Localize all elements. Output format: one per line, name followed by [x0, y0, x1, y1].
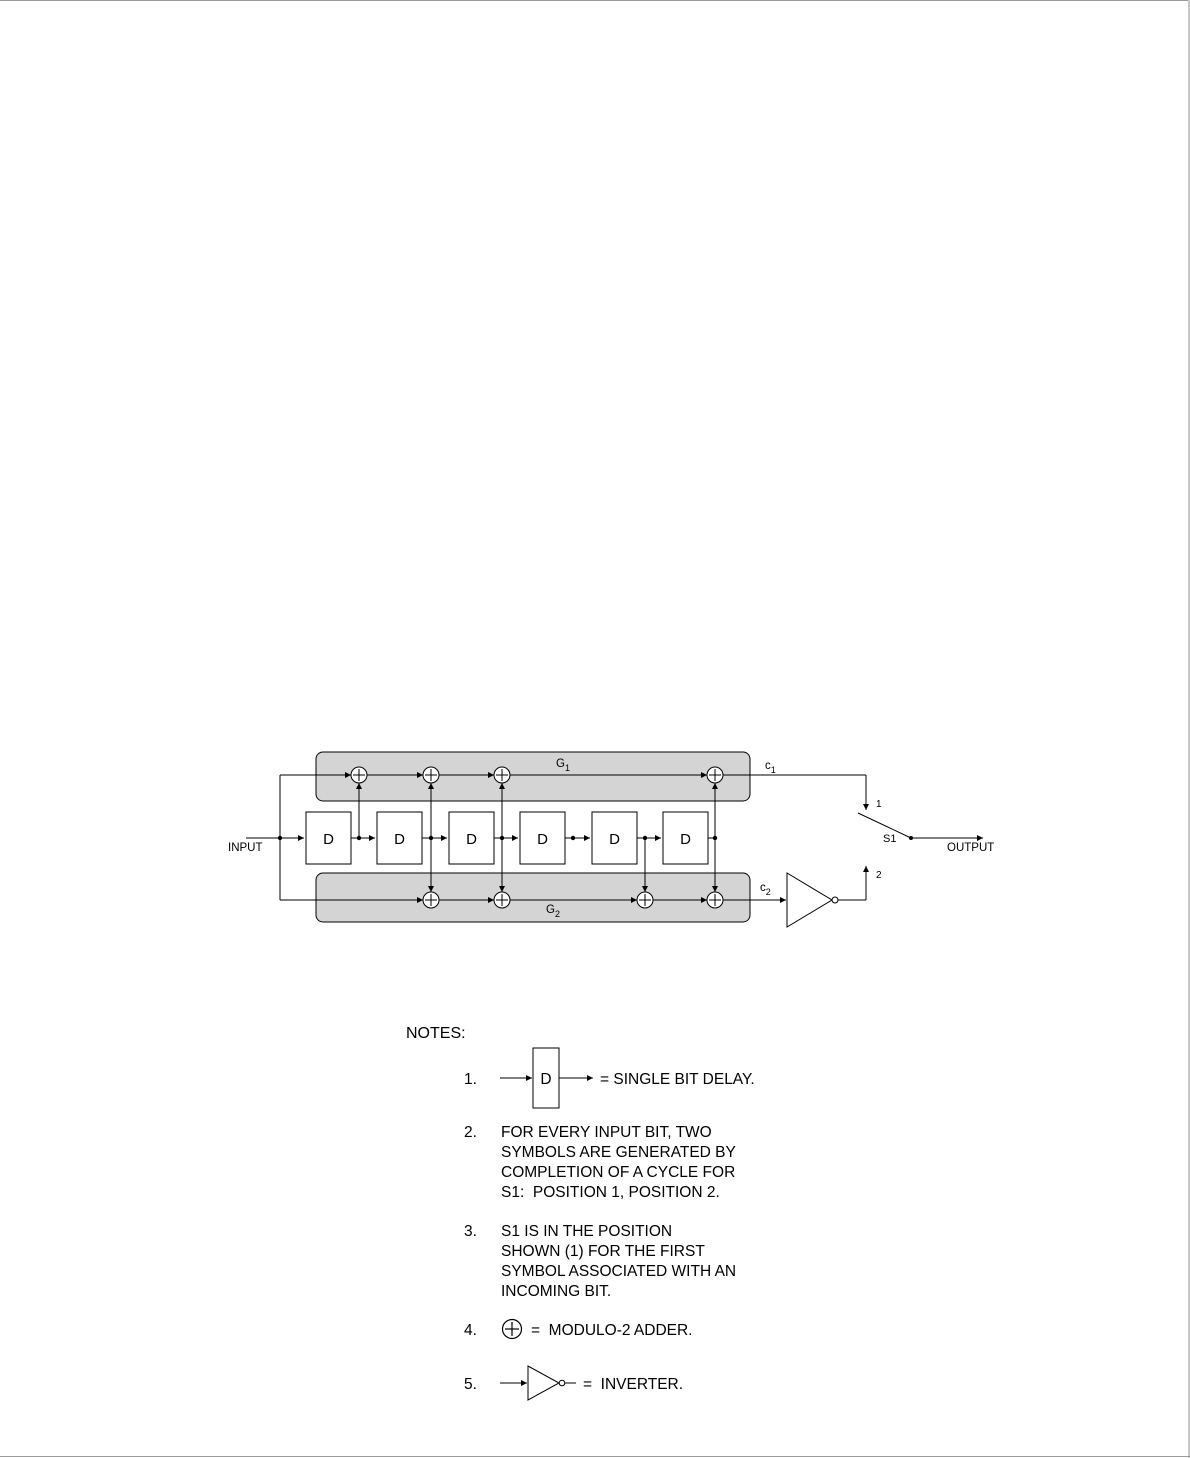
delay-block-label: D — [609, 831, 620, 848]
junction-dot — [713, 836, 717, 840]
g2-adder — [707, 892, 723, 908]
inverter-bubble — [832, 897, 838, 903]
g2-adder — [423, 892, 439, 908]
note-3-line-3: SYMBOL ASSOCIATED WITH AN — [501, 1263, 737, 1280]
switch-s1-pivot — [909, 836, 913, 840]
note-2-line-4: S1: POSITION 1, POSITION 2. — [501, 1184, 720, 1201]
g1-adder — [494, 767, 510, 783]
note-1-number: 1. — [464, 1071, 477, 1088]
output-label: OUTPUT — [947, 842, 995, 854]
junction-dot — [429, 836, 433, 840]
g1-panel — [316, 752, 750, 801]
inverter-symbol — [500, 1366, 576, 1400]
note-4-number: 4. — [464, 1322, 477, 1339]
g1-adder — [351, 767, 367, 783]
delay-block-label: D — [323, 831, 334, 848]
note-2-line-3: COMPLETION OF A CYCLE FOR — [501, 1164, 736, 1181]
c2-label: $c_2$ — [760, 882, 771, 897]
junction-dot — [571, 836, 575, 840]
delay-block-label: D — [394, 831, 405, 848]
junction-dot — [500, 836, 504, 840]
note-2-line-2: SYMBOLS ARE GENERATED BY — [501, 1144, 736, 1161]
switch-position-2-label: 2 — [876, 870, 882, 881]
note-4-text: = MODULO-2 ADDER. — [531, 1322, 693, 1339]
input-label: INPUT — [228, 842, 263, 854]
g1-label: $G_1$ — [556, 758, 570, 773]
note-2-line-1: FOR EVERY INPUT BIT, TWO — [501, 1124, 712, 1141]
g2-adder — [637, 892, 653, 908]
note-1-text: = SINGLE BIT DELAY. — [600, 1071, 755, 1088]
note-5-number: 5. — [464, 1376, 477, 1393]
g2-panel — [316, 873, 750, 922]
switch-s1-label: S1 — [883, 833, 897, 845]
notes-heading: NOTES: — [406, 1025, 466, 1042]
delay-block-label: D — [537, 831, 548, 848]
note-3-line-2: SHOWN (1) FOR THE FIRST — [501, 1243, 705, 1260]
c1-label: $c_1$ — [765, 760, 776, 775]
junction-dot — [643, 836, 647, 840]
g2-adder — [494, 892, 510, 908]
delay-block-label: D — [680, 831, 691, 848]
g2-label: $G_2$ — [546, 904, 560, 919]
adder-symbol — [503, 1320, 522, 1339]
note-2-number: 2. — [464, 1124, 477, 1141]
note-3-line-4: INCOMING BIT. — [501, 1283, 612, 1300]
note-3-line-1: S1 IS IN THE POSITION — [501, 1223, 673, 1240]
g1-adder — [707, 767, 723, 783]
delay-block-label: D — [466, 831, 477, 848]
delay-symbol-label: D — [540, 1071, 552, 1088]
inverter — [787, 873, 832, 927]
note-3-number: 3. — [464, 1223, 477, 1240]
switch-position-1-label: 1 — [876, 799, 882, 810]
junction-dot — [278, 836, 282, 840]
junction-dot — [357, 836, 361, 840]
g1-adder — [423, 767, 439, 783]
note-5-text: = INVERTER. — [583, 1376, 684, 1393]
